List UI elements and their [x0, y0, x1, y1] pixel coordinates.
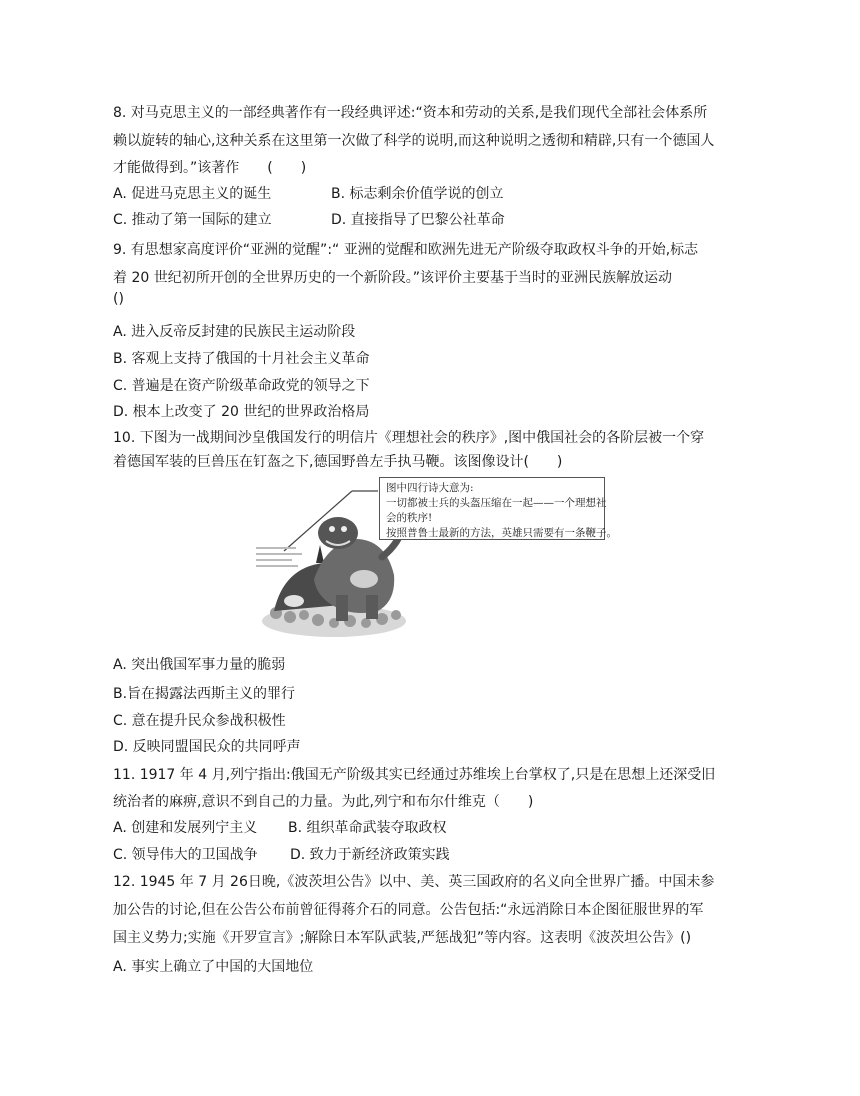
q11-option-b: B. 组织革命武装夺取政权 [288, 820, 447, 836]
q10-stem-line-1: 10. 下图为一战期间沙皇俄国发行的明信片《理想社会的秩序》,图中俄国社会的各阶层被一个穿 [113, 430, 705, 446]
q10-stem-line-2: 着德国军装的巨兽压在钉盔之下,德国野兽左手执马鞭。该图像设计( ) [113, 454, 563, 470]
figure-caption-line-3: 会的秩序! [386, 512, 433, 524]
q11-option-d: D. 致力于新经济政策实践 [290, 847, 450, 863]
q10-option-c: C. 意在提升民众参战积极性 [113, 713, 286, 729]
q12-stem-line-1: 12. 1945 年 7 月 26日晚,《波茨坦公告》以中、美、英三国政府的名义向全世界广播。中国未参 [113, 874, 715, 890]
q8-stem-line-3: 才能做得到。”该著作 ( ) [113, 160, 307, 176]
q12-stem-line-3: 国主义势力;实施《开罗宣言》;解除日本军队武装,严惩战犯”等内容。这表明《波茨坦公告》() [113, 930, 692, 946]
q10-option-a: A. 突出俄国军事力量的脆弱 [113, 657, 286, 673]
q11-stem-line-2: 统治者的麻痹,意识不到自己的力量。为此,列宁和布尔什维克（ ) [113, 794, 534, 810]
q9-stem-line-2: 着 20 世纪初所开创的全世界历史的一个新阶段。”该评价主要基于当时的亚洲民族解放运动 [113, 270, 672, 286]
q10-option-b: B.旨在揭露法西斯主义的罪行 [113, 686, 296, 702]
q8-stem-line-1: 8. 对马克思主义的一部经典著作有一段经典评述:“资本和劳动的关系,是我们现代全部社会体系所 [113, 105, 708, 121]
q8-option-d: D. 直接指导了巴黎公社革命 [331, 212, 505, 228]
figure-caption-box [379, 477, 617, 540]
q9-option-b: B. 客观上支持了俄国的十月社会主义革命 [113, 351, 370, 367]
q10-option-d: D. 反映同盟国民众的共同呼声 [113, 739, 301, 755]
q8-option-c: C. 推动了第一国际的建立 [113, 212, 272, 228]
q9-option-d: D. 根本上改变了 20 世纪的世界政治格局 [113, 404, 370, 420]
figure-caption-line-4: 按照普鲁士最新的方法，英雄只需要有一条鞭子。 [386, 527, 617, 539]
q9-stem-line-1: 9. 有思想家高度评价“亚洲的觉醒”:“ 亚洲的觉醒和欧洲先进无产阶级夺取政权斗争的开始,标志 [113, 242, 699, 258]
q12-stem-line-2: 加公告的讨论,但在公告公布前曾征得蒋介石的同意。公告包括:“永远消除日本企图征服世界的军 [113, 902, 704, 918]
q11-option-a: A. 创建和发展列宁主义 [113, 820, 258, 836]
q9-stem-line-3: () [113, 291, 124, 307]
q12-option-a: A. 事实上确立了中国的大国地位 [113, 959, 314, 975]
q9-option-a: A. 进入反帝反封建的民族民主运动阶段 [113, 324, 356, 340]
figure-caption-line-1: 图中四行诗大意为: [386, 482, 474, 494]
q8-stem-line-2: 赖以旋转的轴心,这种关系在这里第一次做了科学的说明,而这种说明之透彻和精辟,只有一个德国人 [113, 133, 715, 149]
figure-caption-line-2: 一切都被士兵的头盔压缩在一起——一个理想社 [386, 497, 607, 509]
q8-option-a: A. 促进马克思主义的诞生 [113, 186, 272, 202]
q11-option-c: C. 领导伟大的卫国战争 [113, 847, 258, 863]
q9-option-c: C. 普遍是在资产阶级革命政党的领导之下 [113, 378, 370, 394]
q11-stem-line-1: 11. 1917 年 4 月,列宁指出:俄国无产阶级其实已经通过苏维埃上台掌权了,只是在思想上还深受旧 [113, 767, 716, 783]
q8-option-b: B. 标志剩余价值学说的创立 [331, 186, 504, 202]
